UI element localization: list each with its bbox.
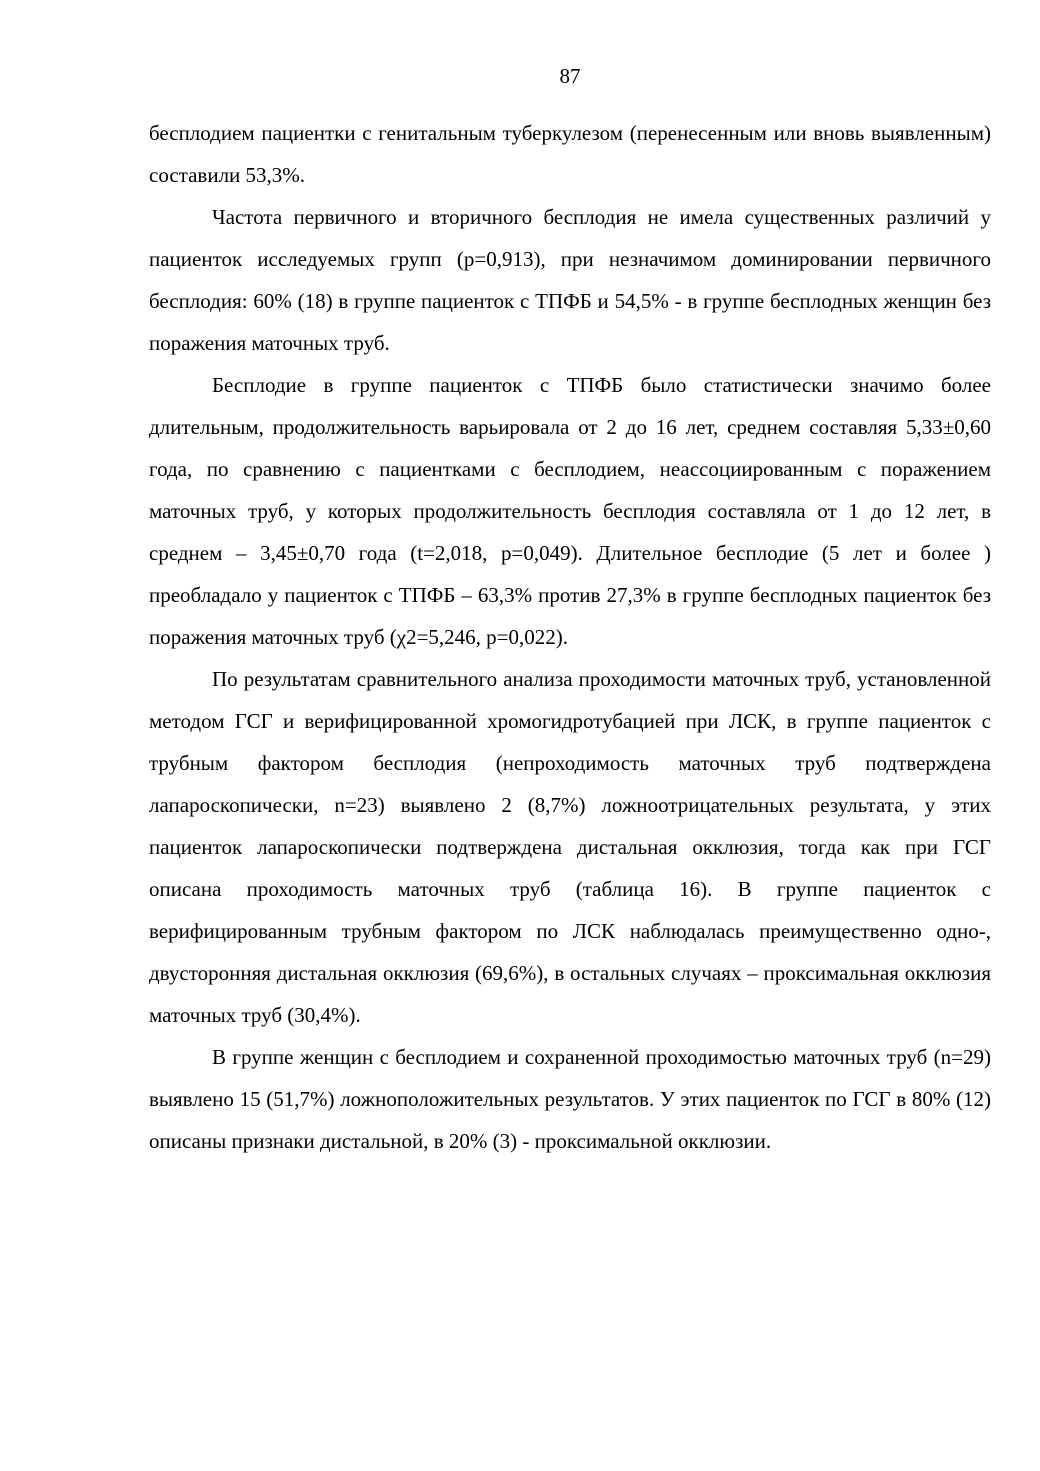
document-body: [149, 112, 991, 1162]
page-number: 87: [559, 64, 581, 88]
paragraph-5: В группе женщин с бесплодием и сохраненной проходимостью маточных труб (n=29) выявлено 15 (51,7%) ложноположительных результатов. У этих пациенток по ГСГ в 80% (12) описаны признаки дистальной, в 20% (3) - проксимальной окклюзии.: [149, 1045, 991, 1153]
paragraph-2: Частота первичного и вторичного бесплодия не имела существенных различий у пациенток исследуемых групп (p=0,913), при незначимом доминировании первичного бесплодия: 60% (18) в группе пациенток с ТПФБ и 54,5% - в группе бесплодных женщин без поражения маточных труб.: [149, 205, 991, 355]
paragraph-4: По результатам сравнительного анализа проходимости маточных труб, установленной методом ГСГ и верифицированной хромогидротубацией при ЛСК, в группе пациенток с трубным фактором бесплодия (непроходимость маточных труб подтверждена лапароскопически, n=23) выявлено 2 (8,7%) ложноотрицательных результата, у этих пациенток лапароскопически подтверждена дистальная окклюзия, тогда как при ГСГ описана проходимость маточных труб (таблица 16). В группе пациенток с верифицированным трубным фактором по ЛСК наблюдалась преимущественно одно-, двусторонняя дистальная окклюзия (69,6%), в остальных случаях – проксимальная окклюзия маточных труб (30,4%).: [149, 667, 991, 1027]
paragraph-1: бесплодием пациентки с генитальным туберкулезом (перенесенным или вновь выявленным) составили 53,3%.: [149, 121, 991, 187]
paragraph-3: Бесплодие в группе пациенток с ТПФБ было статистически значимо более длительным, продолжительность варьировала от 2 до 16 лет, среднем составляя 5,33±0,60 года, по сравнению с пациентками с бесплодием, неассоциированным с поражением маточных труб, у которых продолжительность бесплодия составляла от 1 до 12 лет, в среднем – 3,45±0,70 года (t=2,018, p=0,049). Длительное бесплодие (5 лет и более ) преобладало у пациенток с ТПФБ – 63,3% против 27,3% в группе бесплодных пациенток без поражения маточных труб (χ2=5,246, p=0,022).: [149, 373, 991, 649]
